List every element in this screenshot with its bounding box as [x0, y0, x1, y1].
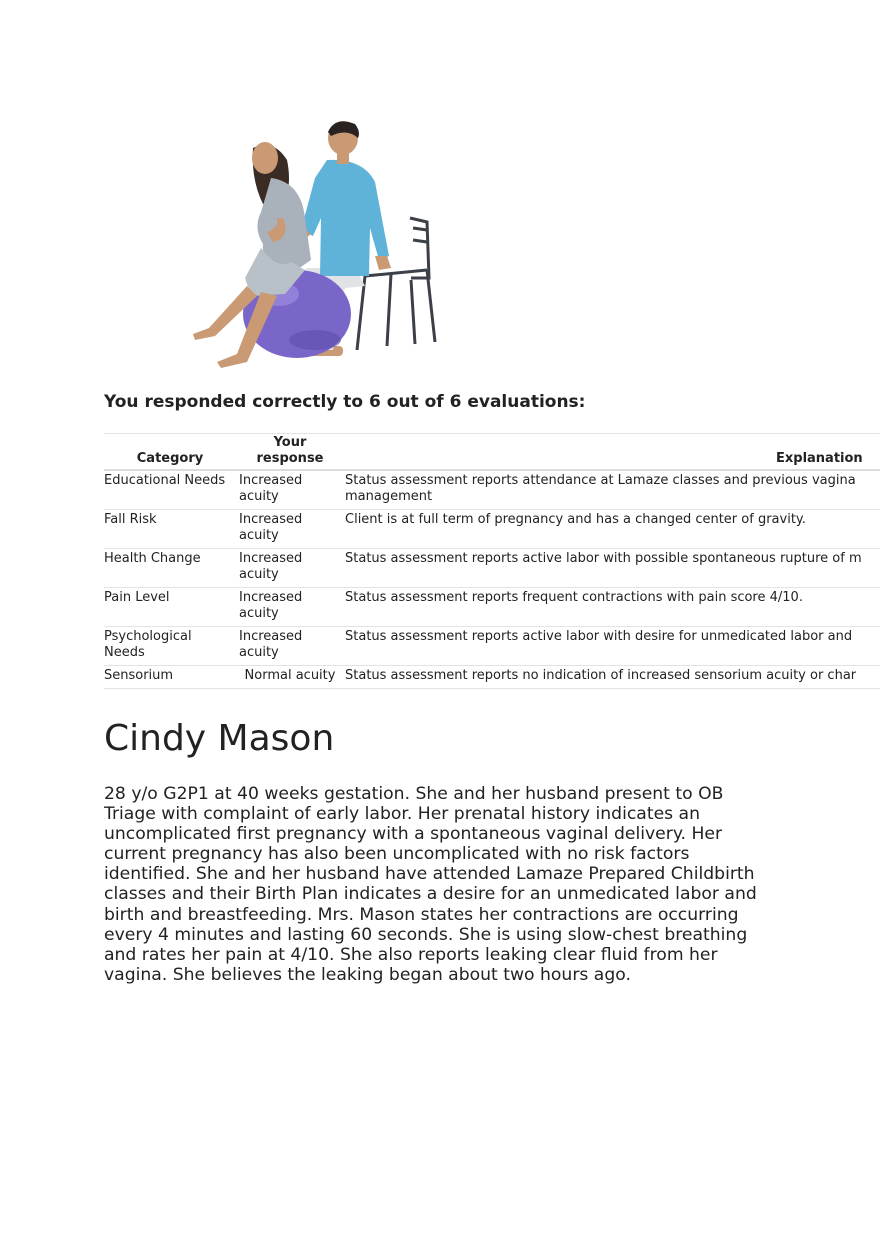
explanation-column-header: Explanation — [344, 434, 880, 471]
patient-name-heading: Cindy Mason — [104, 718, 335, 759]
response-column-header — [236, 434, 344, 471]
row-response: Increased acuity — [239, 512, 303, 543]
table-row — [104, 627, 880, 666]
response-header-line2: response — [256, 451, 324, 466]
evaluation-table — [104, 433, 880, 689]
row-explanation: Status assessment reports no indication of increased sensorium acuity or char — [345, 668, 857, 683]
response-header-line1: Your — [273, 435, 307, 450]
row-explanation: Status assessment reports active labor with possible spontaneous rupture of m — [345, 551, 862, 566]
row-category: Psychological Needs — [104, 629, 192, 660]
row-response: Increased acuity — [239, 629, 303, 660]
evaluation-table-container — [104, 433, 880, 689]
row-explanation-line2: management — [345, 489, 433, 504]
evaluation-score-heading: You responded correctly to 6 out of 6 evaluations: — [104, 392, 586, 412]
row-response: Increased acuity — [239, 590, 303, 621]
table-row — [104, 470, 880, 510]
table-row — [104, 588, 880, 627]
table-row — [104, 666, 880, 689]
patient-description: 28 y/o G2P1 at 40 weeks gestation. She and her husband present to OB Triage with complaint of early labor. Her prenatal history indicates an uncomplicated first pregnancy with a spontaneous vaginal delivery. Her current pregnancy has also been uncomplicated with no risk factors identified. She and her husband have attended Lamaze Prepared Childbirth classes and their Birth Plan indicates a desire for an unmedicated labor and birth and breastfeeding. Mrs. Mason states her contractions are occurring every 4 minutes and lasting 60 seconds. She is using slow-chest breathing and rates her pain at 4/10. She also reports leaking clear fluid from her vagina. She believes the leaking began about two hours ago. — [104, 784, 757, 985]
table-row — [104, 549, 880, 588]
category-column-header: Category — [104, 434, 236, 471]
row-explanation: Status assessment reports frequent contractions with pain score 4/10. — [345, 590, 803, 605]
row-category: Pain Level — [104, 590, 170, 605]
row-response: Increased acuity — [239, 551, 303, 582]
row-category: Fall Risk — [104, 512, 157, 527]
row-response: Increased acuity — [239, 473, 303, 504]
labor-support-illustration — [165, 118, 455, 378]
row-category: Health Change — [104, 551, 201, 566]
row-explanation — [344, 470, 880, 510]
row-explanation: Status assessment reports active labor with desire for unmedicated labor and — [345, 629, 853, 644]
row-response: Normal acuity — [244, 668, 336, 683]
table-row — [104, 510, 880, 549]
row-explanation: Client is at full term of pregnancy and has a changed center of gravity. — [345, 512, 806, 527]
row-category: Sensorium — [104, 668, 174, 683]
table-header-row — [104, 434, 880, 471]
row-explanation-line1: Status assessment reports attendance at Lamaze classes and previous vagina — [345, 473, 856, 488]
row-category: Educational Needs — [104, 473, 226, 488]
